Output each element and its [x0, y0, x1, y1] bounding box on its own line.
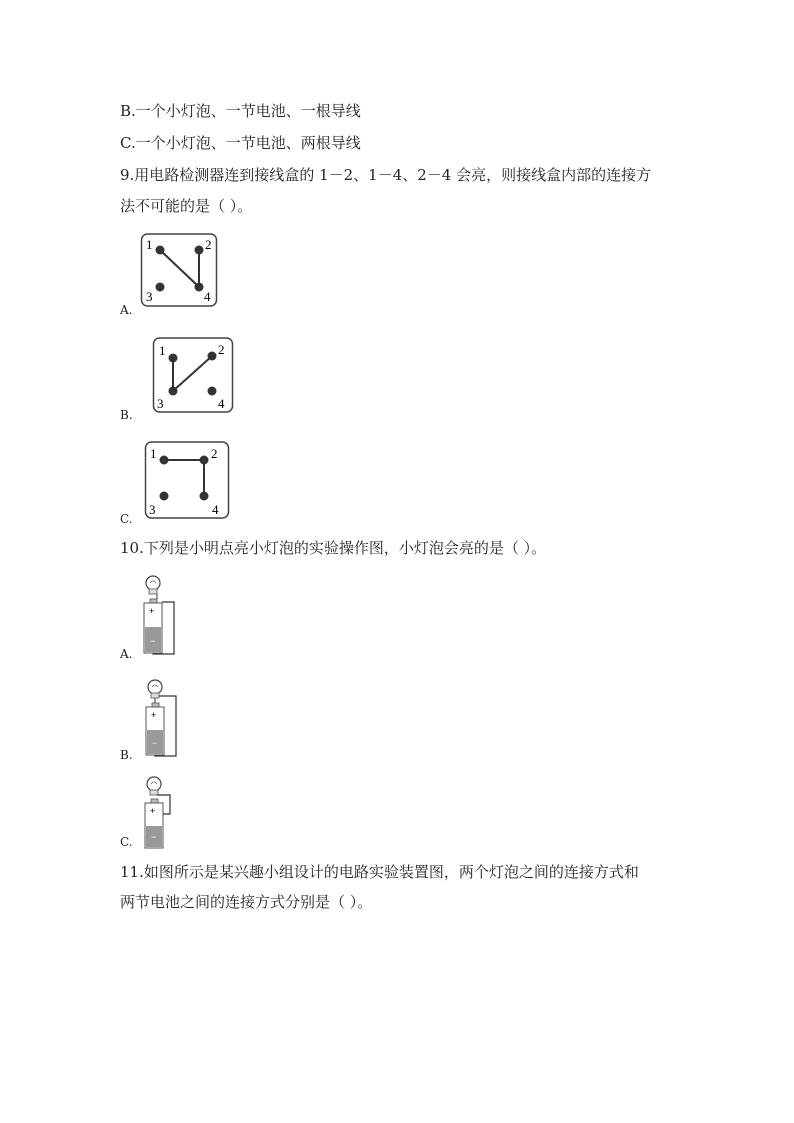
q9-stem-line2: 法不可能的是（ ）。	[120, 197, 253, 215]
terminal-4: 4	[204, 289, 211, 304]
q11-stem-line1: 11.如图所示是某兴趣小组设计的电路实验装置图，两个灯泡之间的连接方式和	[120, 863, 639, 881]
q9-option-a-label: A.	[120, 303, 133, 317]
q8-option-b: B.一个小灯泡、一节电池、一根导线	[120, 102, 361, 120]
q10-option-c-diagram	[140, 774, 180, 854]
svg-text:−: −	[150, 636, 156, 646]
svg-text:−: −	[151, 832, 157, 842]
terminal-1: 1	[146, 237, 153, 252]
terminal-2: 2	[211, 446, 218, 461]
q10-option-c-label: C.	[120, 835, 133, 849]
bulb-icon	[146, 576, 160, 590]
q9-option-a-diagram	[140, 232, 218, 308]
q9-option-b-label: B.	[120, 408, 133, 422]
q10-stem: 10.下列是小明点亮小灯泡的实验操作图，小灯泡会亮的是（ ）。	[120, 539, 547, 557]
q8-option-c: C.一个小灯泡、一节电池、两根导线	[120, 134, 361, 152]
q10-option-a-label: A.	[120, 647, 133, 661]
q10-option-a-diagram	[138, 572, 184, 658]
bulb-icon	[147, 777, 161, 791]
terminal-2: 2	[205, 237, 212, 252]
q10-option-b-diagram	[140, 676, 186, 762]
svg-text:−: −	[152, 738, 158, 748]
q9-option-b-diagram	[152, 336, 234, 414]
q9-option-c-label: C.	[120, 512, 133, 526]
terminal-1: 1	[150, 446, 157, 461]
terminal-3: 3	[149, 502, 156, 517]
terminal-2: 2	[218, 342, 225, 357]
q9-option-c-diagram	[144, 440, 230, 520]
terminal-4: 4	[218, 396, 225, 411]
q11-stem-line2: 两节电池之间的连接方式分别是（ ）。	[120, 893, 373, 911]
terminal-4: 4	[212, 502, 219, 517]
q9-stem-line1: 9.用电路检测器连到接线盒的 1－2、1－4、2－4 会亮，则接线盒内部的连接方	[120, 166, 652, 184]
terminal-1: 1	[159, 343, 166, 358]
svg-text:+: +	[151, 710, 157, 720]
svg-text:+: +	[149, 606, 155, 616]
bulb-icon	[148, 680, 162, 694]
svg-text:+: +	[150, 806, 156, 816]
terminal-3: 3	[157, 396, 164, 411]
q10-option-b-label: B.	[120, 748, 133, 762]
terminal-3: 3	[146, 289, 153, 304]
